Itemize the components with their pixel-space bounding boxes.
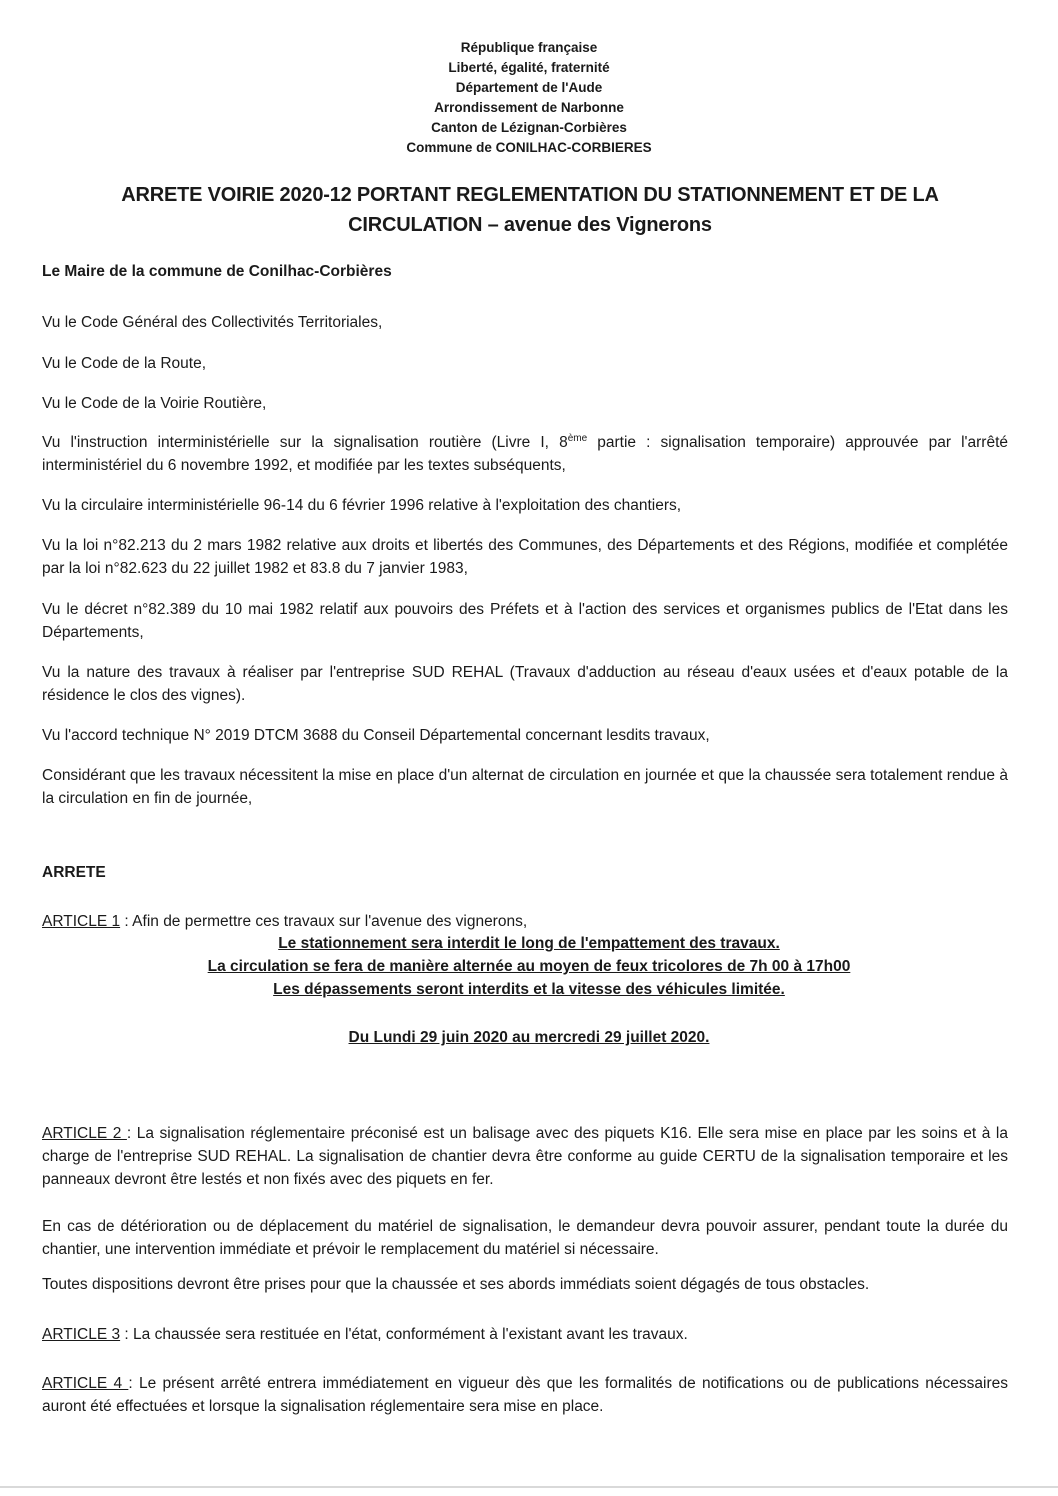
article-2 <box>42 1122 1008 1191</box>
article-3 <box>42 1323 1008 1346</box>
vu-cgct: Vu le Code Général des Collectivités Territoriales, <box>42 314 383 331</box>
header-line: Liberté, égalité, fraternité <box>448 60 610 75</box>
article-1-label: ARTICLE 1 <box>42 913 121 930</box>
considerant: Considérant que les travaux nécessitent la mise en place d'un alternat de circulation en journée et que la chaussée sera totalement rendue à la circulation en fin de journée, <box>42 767 1008 807</box>
vu-loi: Vu la loi n°82.213 du 2 mars 1982 relative aux droits et libertés des Communes, des Départements et des Régions, modifiée et complétée par la loi n°82.623 du 22 juillet 1982 et 83.8 du 7 janvier 1983, <box>42 537 1008 577</box>
vu-circulaire: Vu la circulaire interministérielle 96-14 du 6 février 1996 relative à l'exploitation des chantiers, <box>42 497 682 514</box>
header-line: Commune de CONILHAC-CORBIERES <box>406 140 652 155</box>
article-2-label: ARTICLE 2 <box>42 1125 127 1142</box>
vu-decret: Vu le décret n°82.389 du 10 mai 1982 relatif aux pouvoirs des Préfets et à l'action des services et organismes publics de l'Etat dans les Départements, <box>42 601 1008 641</box>
vu-code-route: Vu le Code de la Route, <box>42 355 207 372</box>
article-2-paragraph-2: En cas de détérioration ou de déplacement du matériel de signalisation, le demandeur devra pouvoir assurer, pendant toute la durée du chantier, une intervention immédiate et prévoir le remplacement du matériel si nécessaire. <box>42 1218 1008 1258</box>
header-line: République française <box>460 40 598 55</box>
article-3-text: : La chaussée sera restituée en l'état, conformément à l'existant avant les travaux. <box>120 1326 688 1343</box>
header-line: Département de l'Aude <box>455 80 603 95</box>
maire-line: Le Maire de la commune de Conilhac-Corbières <box>42 263 392 280</box>
vu-instruction-b: partie : signalisation temporaire) approuvée par l'arrêté interministériel du 6 novembre 1992, et modifiée par les textes subséquents, <box>42 434 1008 474</box>
article-1-text: : Afin de permettre ces travaux sur l'avenue des vignerons, <box>120 913 528 930</box>
vu-instruction-sup: ème <box>567 432 588 444</box>
document-title <box>60 180 1000 240</box>
vu-nature-travaux: Vu la nature des travaux à réaliser par l'entreprise SUD REHAL (Travaux d'adduction au réseau d'eaux usées et d'eaux potable de la résidence le clos des vignes). <box>42 664 1008 704</box>
header-line: Arrondissement de Narbonne <box>434 100 624 115</box>
article-4 <box>42 1372 1008 1418</box>
measure-line: Le stationnement sera interdit le long de l'empattement des travaux. <box>278 935 780 952</box>
vu-accord-technique: Vu l'accord technique N° 2019 DTCM 3688 du Conseil Départemental concernant lesdits travaux, <box>42 727 710 744</box>
title-line-1: ARRETE VOIRIE 2020-12 PORTANT REGLEMENTATION DU STATIONNEMENT ET DE LA <box>121 184 939 206</box>
vu-instruction <box>42 431 1008 477</box>
article-3-label: ARTICLE 3 <box>42 1326 121 1343</box>
measure-line: Les dépassements seront interdits et la vitesse des véhicules limitée. <box>273 981 785 998</box>
article-4-label: ARTICLE 4 <box>42 1375 129 1392</box>
vu-instruction-a: Vu l'instruction interministérielle sur la signalisation routière (Livre I, 8 <box>42 434 568 451</box>
article-4-text: : Le présent arrêté entrera immédiatement en vigueur dès que les formalités de notifications ou de publications nécessaires auront été effectuées et lorsque la signalisation réglementaire sera mise en place. <box>42 1375 1008 1415</box>
article-1-dates: Du Lundi 29 juin 2020 au mercredi 29 juillet 2020. <box>348 1029 710 1046</box>
title-line-2: CIRCULATION – avenue des Vignerons <box>348 214 712 236</box>
scan-edge-divider <box>0 1486 1058 1488</box>
article-1-dates-block <box>0 1026 1058 1049</box>
vu-code-voirie: Vu le Code de la Voirie Routière, <box>42 395 267 412</box>
article-2-paragraph-3: Toutes dispositions devront être prises pour que la chaussée et ses abords immédiats soient dégagés de tous obstacles. <box>42 1276 870 1293</box>
article-1-intro <box>42 910 1008 933</box>
measure-line: La circulation se fera de manière alternée au moyen de feux tricolores de 7h 00 à 17h00 <box>207 958 851 975</box>
article-1-measures <box>0 932 1058 1001</box>
header-block <box>0 38 1058 158</box>
article-2-text: : La signalisation réglementaire préconisé est un balisage avec des piquets K16. Elle sera mise en place par les soins et à la charge de l'entreprise SUD REHAL. La signalisation de chantier devra être conforme au guide CERTU de la signalisation temporaire et les panneaux devront être lestés et non fixés avec des piquets en fer. <box>42 1125 1008 1188</box>
header-line: Canton de Lézignan-Corbières <box>431 120 627 135</box>
arrete-heading: ARRETE <box>42 864 106 881</box>
